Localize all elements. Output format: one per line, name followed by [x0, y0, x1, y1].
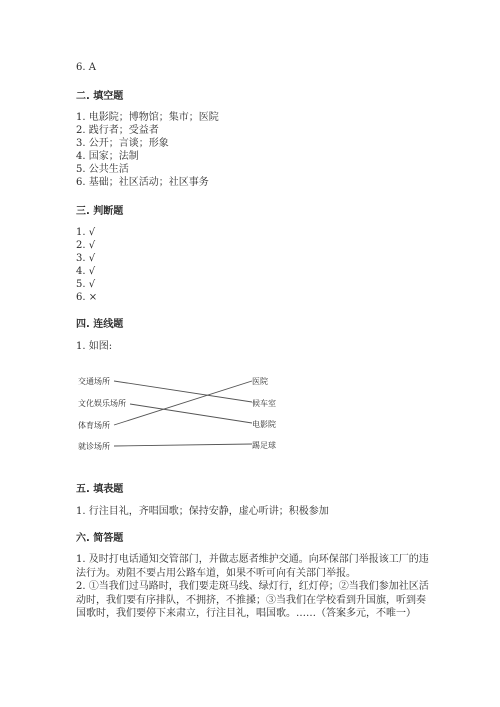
section-short-answer-heading: 六. 简答题	[76, 533, 124, 544]
true-false-item: 1. √	[76, 227, 96, 238]
true-false-item: 2. √	[76, 240, 96, 251]
matching-right-item: 医院	[252, 377, 268, 386]
matching-left-item: 就诊场所	[78, 442, 110, 451]
match-line	[114, 444, 252, 446]
section-true-false-heading: 三. 判断题	[76, 206, 124, 217]
table-answer: 1. 行注目礼，齐唱国歌；保持安静，虚心听讲；积极参加	[76, 506, 329, 517]
section-fill-blank-heading: 二. 填空题	[76, 91, 124, 102]
match-line	[114, 381, 252, 402]
true-false-item: 4. √	[76, 266, 96, 277]
section-table-heading: 五. 填表题	[76, 484, 124, 495]
short-answer-1: 1. 及时打电话通知交管部门，并做志愿者维护交通。向环保部门举报该工厂的违法行为。劝阻不要占用公路车道，如果不听可向有关部门举报。	[76, 554, 429, 579]
fill-blank-item: 6. 基础；社区活动；社区事务	[76, 177, 209, 188]
matching-left-item: 体育场所	[78, 421, 110, 430]
fill-blank-item: 3. 公开；言谈；形象	[76, 138, 169, 149]
matching-diagram	[70, 366, 330, 456]
matching-right-item: 电影院	[252, 420, 276, 429]
match-line	[114, 381, 252, 425]
true-false-item: 3. √	[76, 253, 96, 264]
fill-blank-item: 5. 公共生活	[76, 164, 129, 175]
matching-left-item: 文化娱乐场所	[78, 399, 126, 408]
matching-right-item: 候车室	[252, 399, 276, 408]
fill-blank-item: 1. 电影院；博物馆；集市；医院	[76, 112, 219, 123]
matching-right-item: 踢足球	[252, 441, 276, 450]
matching-left-item: 交通场所	[78, 377, 110, 386]
answer-6a: 6. A	[76, 62, 96, 73]
fill-blank-item: 2. 践行者；受益者	[76, 125, 159, 136]
fill-blank-item: 4. 国家；法制	[76, 151, 139, 162]
true-false-item: 6. ×	[76, 292, 98, 303]
true-false-item: 5. √	[76, 279, 96, 290]
matching-intro: 1. 如图:	[76, 341, 113, 352]
match-line	[130, 404, 252, 423]
short-answer-block	[76, 553, 432, 621]
short-answer-2: 2. ①当我们过马路时，我们要走斑马线、绿灯行，红灯停；②当我们参加社区活动时，我们要有序排队，不拥挤，不推搡；③当我们在学校看到升国旗，听到奏国歌时，我们要停下来肃立，行注目礼，唱国歌。……（答案多元，不唯一）	[76, 581, 429, 620]
section-matching-heading: 四. 连线题	[76, 319, 124, 330]
